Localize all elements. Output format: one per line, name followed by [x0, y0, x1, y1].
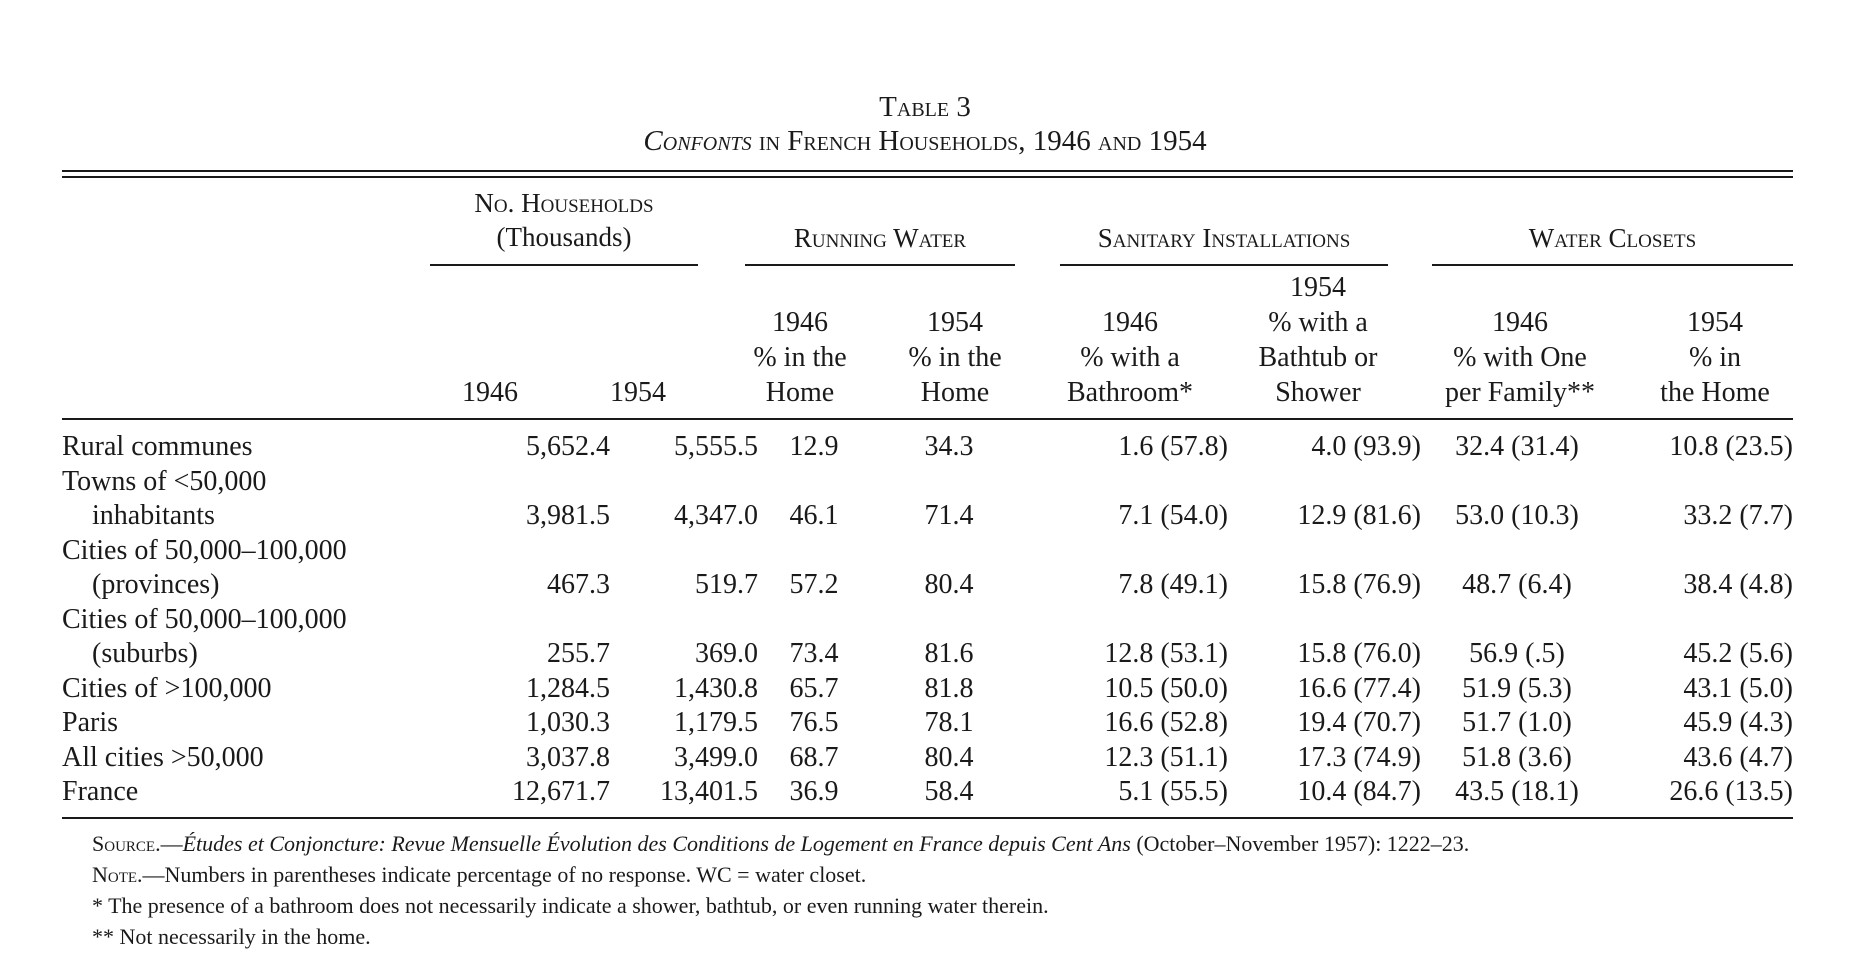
cell-sanitary-1954: 15.8 (76.9) — [1297, 569, 1421, 600]
cell-households-1946: 3,981.5 — [526, 500, 610, 531]
cell-running-water-1954: 80.4 — [924, 569, 974, 600]
table-title-italic: Confonts — [643, 125, 752, 157]
row-label — [62, 741, 380, 776]
subheader-line: % in — [1688, 342, 1742, 373]
top-rule-2 — [62, 176, 1793, 178]
cell-water-closets-1946: 53.0 (10.3) — [1455, 500, 1579, 531]
cell-water-closets-1946: 51.9 (5.3) — [1462, 672, 1572, 704]
cell-sanitary-1954: 15.8 (76.0) — [1297, 638, 1421, 669]
row-label — [62, 603, 380, 672]
cell-water-closets-1954: 38.4 (4.8) — [1683, 569, 1793, 600]
table-row — [62, 775, 1793, 810]
source-title: Études et Conjoncture: Revue Mensuelle Évolution des Conditions de Logement en France depuis Cent Ans — [182, 831, 1131, 856]
cell-households-1946: 467.3 — [547, 569, 610, 600]
table-row — [62, 534, 1793, 603]
subheader-running-water-1946 — [735, 305, 865, 410]
row-label-line-1: Towns of <50,000 — [62, 465, 267, 497]
cell-running-water-1954: 34.3 — [924, 431, 974, 462]
cell-running-water-1946: 57.2 — [789, 569, 839, 600]
subheader-line: % with a — [1080, 342, 1180, 373]
cell-households-1946: 255.7 — [547, 638, 610, 669]
cell-sanitary-1946: 7.8 (49.1) — [1118, 569, 1228, 600]
footnote-1: * The presence of a bathroom does not necessarily indicate a shower, bathtub, or even running water therein. — [92, 893, 1049, 918]
cell-water-closets-1946: 32.4 (31.4) — [1455, 431, 1579, 462]
table-row — [62, 741, 1793, 776]
row-label — [62, 706, 380, 741]
row-label-line-1: Cities of 50,000–100,000 — [62, 534, 347, 566]
row-label-line-1: France — [62, 776, 139, 807]
cell-households-1954: 369.0 — [695, 638, 758, 669]
cell-sanitary-1946: 5.1 (55.5) — [1118, 776, 1228, 807]
subheader-line: 1954 — [1687, 307, 1743, 338]
subheader-households-1954 — [578, 375, 698, 410]
row-label-line-1: All cities >50,000 — [62, 741, 264, 773]
subheader-line: Home — [765, 377, 835, 408]
table-bottom-rule — [62, 817, 1793, 819]
cell-sanitary-1954: 12.9 (81.6) — [1297, 500, 1421, 531]
group-households-rule — [430, 264, 698, 266]
cell-sanitary-1946: 12.8 (53.1) — [1104, 638, 1228, 669]
subheader-line: Home — [920, 377, 990, 408]
note-text: —Numbers in parentheses indicate percentage of no response. WC = water closet. — [142, 862, 867, 887]
subheader-households-1946 — [430, 375, 550, 410]
group-water-closets-rule — [1432, 264, 1793, 266]
cell-water-closets-1946: 51.7 (1.0) — [1462, 707, 1572, 738]
group-sanitary: Sanitary Installations — [1097, 223, 1351, 253]
cell-running-water-1946: 65.7 — [789, 672, 839, 704]
table-row — [62, 465, 1793, 534]
cell-households-1946: 1,030.3 — [526, 707, 610, 738]
row-label — [62, 775, 380, 810]
top-rule-1 — [62, 170, 1793, 172]
cell-water-closets-1946: 51.8 (3.6) — [1462, 741, 1572, 773]
subheader-line: 1946 — [1492, 307, 1548, 338]
row-label-line-2: inhabitants — [92, 500, 215, 531]
cell-households-1954: 1,179.5 — [674, 707, 758, 738]
subheader-line: Shower — [1275, 377, 1361, 408]
source-label: Source. — [92, 831, 161, 856]
header-bottom-rule — [62, 418, 1793, 420]
subheader-sanitary-1946 — [1055, 305, 1205, 410]
cell-water-closets-1946: 48.7 (6.4) — [1462, 569, 1572, 600]
cell-running-water-1954: 71.4 — [924, 500, 974, 531]
source-dash: — — [160, 831, 183, 856]
row-label — [62, 672, 380, 707]
cell-sanitary-1946: 16.6 (52.8) — [1104, 707, 1228, 738]
cell-households-1954: 519.7 — [695, 569, 758, 600]
cell-water-closets-1954: 45.9 (4.3) — [1683, 707, 1793, 738]
footnote-2: ** Not necessarily in the home. — [92, 924, 371, 949]
cell-households-1946: 12,671.7 — [512, 776, 610, 807]
group-water-closets: Water Closets — [1528, 223, 1697, 253]
subheader-line: 1946 — [772, 307, 828, 338]
general-note — [92, 859, 1792, 890]
cell-running-water-1954: 81.6 — [924, 638, 974, 669]
cell-households-1946: 3,037.8 — [526, 741, 610, 773]
cell-households-1946: 5,652.4 — [526, 431, 610, 462]
table-row — [62, 706, 1793, 741]
row-label — [62, 534, 380, 603]
row-label-line-2: (suburbs) — [92, 638, 198, 669]
table-title-rest: in French Households, 1946 and 1954 — [751, 125, 1207, 157]
subheader-line: 1954 — [610, 377, 666, 408]
subheader-line: % with One — [1453, 342, 1587, 373]
cell-sanitary-1954: 17.3 (74.9) — [1297, 741, 1421, 773]
row-label-line-2: (provinces) — [92, 569, 220, 600]
subheader-line: 1946 — [1102, 307, 1158, 338]
subheader-line: % in the — [908, 342, 1002, 373]
cell-running-water-1946: 46.1 — [789, 500, 839, 531]
group-households-line-2: (Thousands) — [496, 222, 632, 252]
cell-running-water-1954: 80.4 — [924, 741, 974, 773]
group-households — [430, 186, 698, 254]
cell-running-water-1954: 81.8 — [924, 672, 974, 704]
cell-sanitary-1946: 10.5 (50.0) — [1104, 672, 1228, 704]
cell-water-closets-1954: 26.6 (13.5) — [1669, 776, 1793, 807]
table-title — [0, 124, 1850, 158]
subheader-line: % with a — [1268, 307, 1368, 338]
group-households-line-1: No. Households — [474, 188, 654, 218]
table-label: Table 3 — [879, 91, 971, 123]
cell-sanitary-1954: 19.4 (70.7) — [1297, 707, 1421, 738]
subheader-line: Bathtub or — [1258, 342, 1378, 373]
table-row — [62, 672, 1793, 707]
subheader-water-closets-1946 — [1430, 305, 1610, 410]
cell-sanitary-1946: 1.6 (57.8) — [1118, 431, 1228, 462]
cell-sanitary-1946: 12.3 (51.1) — [1104, 741, 1228, 773]
cell-running-water-1954: 58.4 — [924, 776, 974, 807]
cell-households-1946: 1,284.5 — [526, 672, 610, 704]
cell-running-water-1946: 76.5 — [789, 707, 839, 738]
subheader-line: per Family** — [1444, 377, 1596, 408]
cell-water-closets-1954: 43.1 (5.0) — [1683, 672, 1793, 704]
row-label — [62, 430, 380, 465]
cell-households-1954: 3,499.0 — [674, 741, 758, 773]
subheader-line: the Home — [1660, 377, 1770, 408]
cell-running-water-1946: 73.4 — [789, 638, 839, 669]
note-label: Note. — [92, 862, 143, 887]
cell-water-closets-1946: 43.5 (18.1) — [1455, 776, 1579, 807]
subheader-sanitary-1954 — [1243, 270, 1393, 410]
cell-water-closets-1946: 56.9 (.5) — [1469, 638, 1565, 669]
cell-running-water-1946: 68.7 — [789, 741, 839, 773]
subheader-line: 1954 — [1290, 272, 1346, 303]
data-table — [62, 430, 1793, 810]
cell-sanitary-1946: 7.1 (54.0) — [1118, 500, 1228, 531]
subheader-line: % in the — [753, 342, 847, 373]
cell-sanitary-1954: 4.0 (93.9) — [1311, 431, 1421, 462]
cell-households-1954: 1,430.8 — [674, 672, 758, 704]
cell-running-water-1946: 36.9 — [789, 776, 839, 807]
table-row — [62, 603, 1793, 672]
subheader-water-closets-1954 — [1640, 305, 1790, 410]
cell-sanitary-1954: 10.4 (84.7) — [1297, 776, 1421, 807]
source-rest: (October–November 1957): 1222–23. — [1130, 831, 1470, 856]
subheader-line: Bathroom* — [1067, 377, 1193, 408]
cell-households-1954: 5,555.5 — [674, 431, 758, 462]
cell-sanitary-1954: 16.6 (77.4) — [1297, 672, 1421, 704]
row-label-line-1: Paris — [62, 707, 118, 738]
subheader-running-water-1954 — [890, 305, 1020, 410]
cell-water-closets-1954: 33.2 (7.7) — [1683, 500, 1793, 531]
table-row — [62, 430, 1793, 465]
cell-households-1954: 4,347.0 — [674, 500, 758, 531]
cell-water-closets-1954: 43.6 (4.7) — [1683, 741, 1793, 773]
group-running-water-rule — [745, 264, 1015, 266]
row-label-line-1: Cities of >100,000 — [62, 672, 272, 704]
cell-water-closets-1954: 10.8 (23.5) — [1669, 431, 1793, 462]
table-notes — [92, 828, 1792, 952]
cell-water-closets-1954: 45.2 (5.6) — [1683, 638, 1793, 669]
source-note — [92, 828, 1792, 859]
row-label-line-1: Cities of 50,000–100,000 — [62, 603, 347, 635]
subheader-line: 1954 — [927, 307, 983, 338]
group-sanitary-rule — [1060, 264, 1388, 266]
cell-running-water-1954: 78.1 — [924, 707, 974, 738]
row-label-line-1: Rural communes — [62, 431, 253, 462]
table-body — [62, 430, 1793, 810]
cell-running-water-1946: 12.9 — [789, 431, 839, 462]
row-label — [62, 465, 380, 534]
subheader-line: 1946 — [462, 377, 518, 408]
cell-households-1954: 13,401.5 — [660, 776, 758, 807]
group-running-water: Running Water — [793, 223, 967, 253]
